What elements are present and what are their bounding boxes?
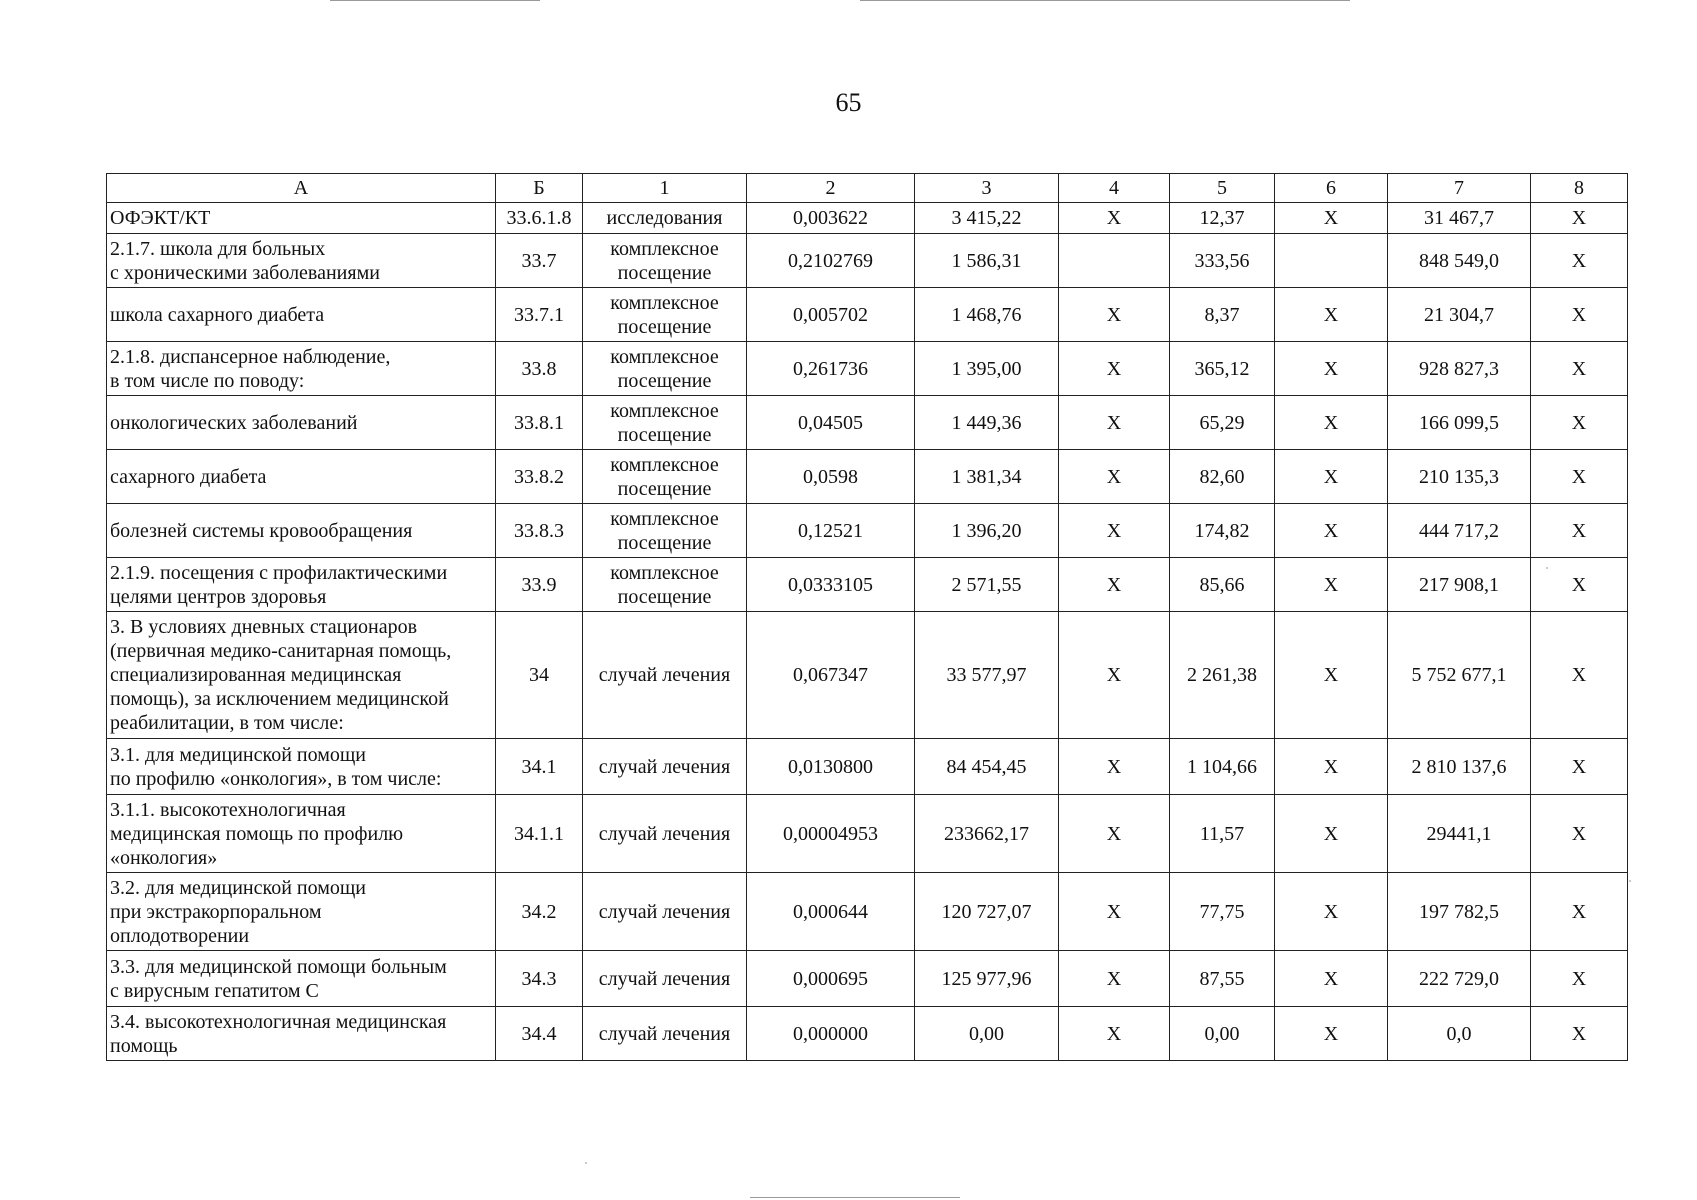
row-col8-cell: Х <box>1531 504 1628 558</box>
row-col8-cell: Х <box>1531 1007 1628 1061</box>
row-col5-cell: 174,82 <box>1170 504 1275 558</box>
row-col6-cell: Х <box>1275 396 1388 450</box>
scan-speck <box>585 1162 587 1164</box>
row-name-cell: 3.1.1. высокотехнологичная медицинская помощь по профилю «онкология» <box>107 795 496 873</box>
row-unit-cell: случай лечения <box>583 873 747 951</box>
row-col5-cell: 87,55 <box>1170 951 1275 1007</box>
scan-speck <box>1629 880 1631 882</box>
row-col8-cell: Х <box>1531 342 1628 396</box>
row-code-cell: 33.6.1.8 <box>496 203 583 234</box>
row-col5-cell: 333,56 <box>1170 234 1275 288</box>
table-row <box>107 558 1628 612</box>
row-col6-cell: Х <box>1275 504 1388 558</box>
table-row <box>107 873 1628 951</box>
row-col4-cell: Х <box>1059 504 1170 558</box>
row-unit-cell: комплексное посещение <box>583 288 747 342</box>
table-row <box>107 795 1628 873</box>
row-col3-cell: 1 395,00 <box>915 342 1059 396</box>
row-col3-cell: 33 577,97 <box>915 612 1059 739</box>
row-name-cell: 3.4. высокотехнологичная медицинская помощь <box>107 1007 496 1061</box>
table-row <box>107 288 1628 342</box>
table-row <box>107 739 1628 795</box>
row-col2-cell: 0,000695 <box>747 951 915 1007</box>
row-name-cell: 2.1.7. школа для больных с хроническими заболеваниями <box>107 234 496 288</box>
row-name-cell: 3.2. для медицинской помощи при экстракорпоральном оплодотворении <box>107 873 496 951</box>
row-unit-cell: комплексное посещение <box>583 396 747 450</box>
row-col8-cell: Х <box>1531 234 1628 288</box>
row-col8-cell: Х <box>1531 795 1628 873</box>
row-col7-cell: 928 827,3 <box>1388 342 1531 396</box>
header-cell-1: 1 <box>583 174 747 203</box>
row-col4-cell <box>1059 234 1170 288</box>
row-col4-cell: Х <box>1059 203 1170 234</box>
row-col2-cell: 0,000644 <box>747 873 915 951</box>
row-col8-cell: Х <box>1531 558 1628 612</box>
row-unit-cell: случай лечения <box>583 739 747 795</box>
row-col5-cell: 65,29 <box>1170 396 1275 450</box>
table-row <box>107 234 1628 288</box>
data-table <box>106 173 1628 1061</box>
row-col8-cell: Х <box>1531 450 1628 504</box>
scan-edge-line <box>860 0 1350 1</box>
row-name-cell: 3. В условиях дневных стационаров (первичная медико-санитарная помощь, специализированная медицинская помощь), за исключением медицинской реабилитации, в том числе: <box>107 612 496 739</box>
row-code-cell: 34.1.1 <box>496 795 583 873</box>
table-row <box>107 450 1628 504</box>
row-col6-cell: Х <box>1275 558 1388 612</box>
row-col2-cell: 0,0130800 <box>747 739 915 795</box>
table-row <box>107 612 1628 739</box>
row-col5-cell: 11,57 <box>1170 795 1275 873</box>
row-col3-cell: 84 454,45 <box>915 739 1059 795</box>
row-unit-cell: комплексное посещение <box>583 558 747 612</box>
row-unit-cell: исследования <box>583 203 747 234</box>
row-col6-cell: Х <box>1275 951 1388 1007</box>
row-code-cell: 33.7 <box>496 234 583 288</box>
header-cell-b: Б <box>496 174 583 203</box>
row-col4-cell: Х <box>1059 342 1170 396</box>
row-col2-cell: 0,261736 <box>747 342 915 396</box>
row-col2-cell: 0,12521 <box>747 504 915 558</box>
row-col7-cell: 29441,1 <box>1388 795 1531 873</box>
row-unit-cell: комплексное посещение <box>583 504 747 558</box>
row-col7-cell: 2 810 137,6 <box>1388 739 1531 795</box>
row-col6-cell <box>1275 234 1388 288</box>
table-row <box>107 504 1628 558</box>
row-col7-cell: 5 752 677,1 <box>1388 612 1531 739</box>
row-col3-cell: 1 381,34 <box>915 450 1059 504</box>
row-col3-cell: 233662,17 <box>915 795 1059 873</box>
row-col2-cell: 0,00004953 <box>747 795 915 873</box>
row-col2-cell: 0,003622 <box>747 203 915 234</box>
row-col2-cell: 0,04505 <box>747 396 915 450</box>
row-col5-cell: 365,12 <box>1170 342 1275 396</box>
row-name-cell: сахарного диабета <box>107 450 496 504</box>
row-code-cell: 34.2 <box>496 873 583 951</box>
table-row <box>107 342 1628 396</box>
row-col8-cell: Х <box>1531 739 1628 795</box>
row-col5-cell: 0,00 <box>1170 1007 1275 1061</box>
row-col6-cell: Х <box>1275 342 1388 396</box>
row-col4-cell: Х <box>1059 873 1170 951</box>
row-col8-cell: Х <box>1531 396 1628 450</box>
row-unit-cell: случай лечения <box>583 951 747 1007</box>
table-row <box>107 203 1628 234</box>
row-col6-cell: Х <box>1275 288 1388 342</box>
row-name-cell: 3.3. для медицинской помощи больным с вирусным гепатитом С <box>107 951 496 1007</box>
row-col5-cell: 1 104,66 <box>1170 739 1275 795</box>
row-code-cell: 34.4 <box>496 1007 583 1061</box>
row-code-cell: 33.8.2 <box>496 450 583 504</box>
row-col3-cell: 1 396,20 <box>915 504 1059 558</box>
row-col5-cell: 8,37 <box>1170 288 1275 342</box>
row-col5-cell: 12,37 <box>1170 203 1275 234</box>
row-col8-cell: Х <box>1531 951 1628 1007</box>
row-unit-cell: случай лечения <box>583 795 747 873</box>
row-name-cell: болезней системы кровообращения <box>107 504 496 558</box>
row-name-cell: 3.1. для медицинской помощи по профилю «онкология», в том числе: <box>107 739 496 795</box>
row-unit-cell: комплексное посещение <box>583 450 747 504</box>
row-unit-cell: случай лечения <box>583 1007 747 1061</box>
row-unit-cell: комплексное посещение <box>583 342 747 396</box>
header-cell-3: 3 <box>915 174 1059 203</box>
row-col8-cell: Х <box>1531 873 1628 951</box>
row-col3-cell: 1 586,31 <box>915 234 1059 288</box>
row-code-cell: 33.9 <box>496 558 583 612</box>
row-col7-cell: 222 729,0 <box>1388 951 1531 1007</box>
row-col3-cell: 2 571,55 <box>915 558 1059 612</box>
row-col7-cell: 210 135,3 <box>1388 450 1531 504</box>
scan-edge-line <box>330 0 540 1</box>
scan-edge-line <box>750 1197 960 1198</box>
header-cell-6: 6 <box>1275 174 1388 203</box>
row-col8-cell: Х <box>1531 203 1628 234</box>
row-col7-cell: 0,0 <box>1388 1007 1531 1061</box>
row-col6-cell: Х <box>1275 1007 1388 1061</box>
header-cell-8: 8 <box>1531 174 1628 203</box>
row-col4-cell: Х <box>1059 288 1170 342</box>
row-col8-cell: Х <box>1531 288 1628 342</box>
row-col2-cell: 0,0333105 <box>747 558 915 612</box>
row-col6-cell: Х <box>1275 795 1388 873</box>
row-col7-cell: 444 717,2 <box>1388 504 1531 558</box>
row-col7-cell: 166 099,5 <box>1388 396 1531 450</box>
row-col2-cell: 0,000000 <box>747 1007 915 1061</box>
row-name-cell: 2.1.8. диспансерное наблюдение, в том числе по поводу: <box>107 342 496 396</box>
row-col5-cell: 2 261,38 <box>1170 612 1275 739</box>
row-code-cell: 33.8 <box>496 342 583 396</box>
row-col4-cell: Х <box>1059 450 1170 504</box>
row-col7-cell: 848 549,0 <box>1388 234 1531 288</box>
row-unit-cell: комплексное посещение <box>583 234 747 288</box>
header-cell-2: 2 <box>747 174 915 203</box>
row-col5-cell: 77,75 <box>1170 873 1275 951</box>
row-col3-cell: 3 415,22 <box>915 203 1059 234</box>
row-col4-cell: Х <box>1059 396 1170 450</box>
row-col8-cell: Х <box>1531 612 1628 739</box>
row-col3-cell: 125 977,96 <box>915 951 1059 1007</box>
row-name-cell: ОФЭКТ/КТ <box>107 203 496 234</box>
row-col6-cell: Х <box>1275 739 1388 795</box>
header-cell-7: 7 <box>1388 174 1531 203</box>
row-col2-cell: 0,067347 <box>747 612 915 739</box>
table-row <box>107 951 1628 1007</box>
row-col7-cell: 217 908,1 <box>1388 558 1531 612</box>
row-col3-cell: 1 468,76 <box>915 288 1059 342</box>
row-col7-cell: 197 782,5 <box>1388 873 1531 951</box>
row-col6-cell: Х <box>1275 450 1388 504</box>
row-col4-cell: Х <box>1059 612 1170 739</box>
row-col4-cell: Х <box>1059 1007 1170 1061</box>
row-col7-cell: 31 467,7 <box>1388 203 1531 234</box>
row-col3-cell: 1 449,36 <box>915 396 1059 450</box>
row-col3-cell: 120 727,07 <box>915 873 1059 951</box>
row-col6-cell: Х <box>1275 203 1388 234</box>
table-row <box>107 396 1628 450</box>
row-col2-cell: 0,2102769 <box>747 234 915 288</box>
row-col5-cell: 82,60 <box>1170 450 1275 504</box>
row-name-cell: школа сахарного диабета <box>107 288 496 342</box>
row-code-cell: 34 <box>496 612 583 739</box>
row-col2-cell: 0,0598 <box>747 450 915 504</box>
row-code-cell: 34.1 <box>496 739 583 795</box>
row-code-cell: 33.7.1 <box>496 288 583 342</box>
page-number: 65 <box>835 88 862 117</box>
row-col5-cell: 85,66 <box>1170 558 1275 612</box>
row-col4-cell: Х <box>1059 558 1170 612</box>
row-col3-cell: 0,00 <box>915 1007 1059 1061</box>
table-header-row <box>107 174 1628 203</box>
row-col4-cell: Х <box>1059 739 1170 795</box>
row-col2-cell: 0,005702 <box>747 288 915 342</box>
row-name-cell: 2.1.9. посещения с профилактическими целями центров здоровья <box>107 558 496 612</box>
row-code-cell: 34.3 <box>496 951 583 1007</box>
table-row <box>107 1007 1628 1061</box>
row-col6-cell: Х <box>1275 612 1388 739</box>
row-code-cell: 33.8.3 <box>496 504 583 558</box>
row-col4-cell: Х <box>1059 951 1170 1007</box>
header-cell-a: А <box>107 174 496 203</box>
header-cell-5: 5 <box>1170 174 1275 203</box>
row-code-cell: 33.8.1 <box>496 396 583 450</box>
row-col7-cell: 21 304,7 <box>1388 288 1531 342</box>
row-name-cell: онкологических заболеваний <box>107 396 496 450</box>
row-unit-cell: случай лечения <box>583 612 747 739</box>
row-col6-cell: Х <box>1275 873 1388 951</box>
header-cell-4: 4 <box>1059 174 1170 203</box>
row-col4-cell: Х <box>1059 795 1170 873</box>
